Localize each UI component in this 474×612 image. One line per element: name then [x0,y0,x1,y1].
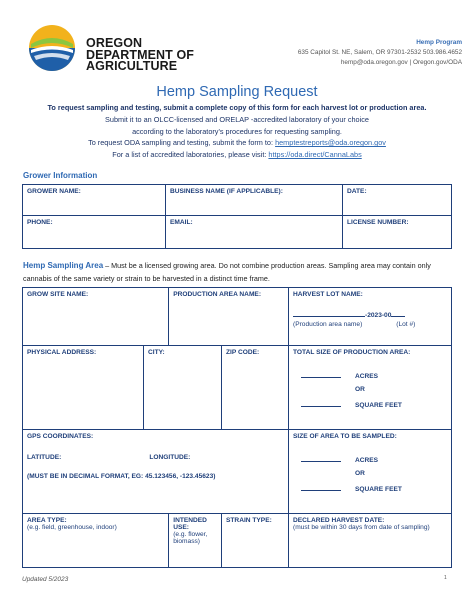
total-size-field[interactable] [289,346,452,430]
org-line1: OREGON [86,36,143,50]
sampled-sqft-label: SQUARE FEET [355,486,402,493]
grower-heading: Grower Information [23,171,98,180]
oda-logo-icon [28,24,76,72]
harvest-lot-sub [293,321,447,328]
intro-text [0,102,474,161]
total-sqft-label: SQUARE FEET [355,402,402,409]
intro-line5-text: For a list of accredited laboratories, please visit: [112,150,269,160]
intended-use-field[interactable] [169,514,222,568]
lot-sub-number: (Lot #) [396,321,416,328]
intro-line2: Submit it to an OLCC-licensed and ORELAP -accredited laboratory of your choice [105,114,369,124]
total-acres-blank[interactable] [301,370,341,378]
gps-field[interactable] [23,430,289,514]
total-acres-row [293,370,447,380]
website-link[interactable]: Oregon.gov/ODA [412,59,462,66]
lot-number-blank[interactable] [391,309,405,317]
labs-link[interactable]: https://oda.direct/CannaLabs [268,150,362,160]
sampled-sqft-blank[interactable] [301,483,341,491]
sampling-area-heading: Hemp Sampling Area [23,261,104,270]
intro-line3: according to the laboratory's procedures for requesting sampling. [132,126,342,136]
intended-use-label: INTENDED USE: [173,517,207,531]
grower-name-field[interactable]: GROWER NAME: [23,185,166,216]
size-sampled-label: SIZE OF AREA TO BE SAMPLED: [293,433,397,440]
lot-year: -2023-00 [365,312,392,319]
declared-date-note: (must be within 30 days from date of sampling) [293,524,430,531]
grower-table [22,184,452,249]
email-link[interactable]: hemp@oda.oregon.gov [340,59,408,66]
physical-address-field[interactable]: PHYSICAL ADDRESS: [23,346,144,430]
total-size-label: TOTAL SIZE OF PRODUCTION AREA: [293,349,411,356]
sampled-acres-blank[interactable] [301,454,341,462]
harvest-lot-line [293,309,447,319]
longitude-label: LONGITUDE: [149,454,191,461]
size-sampled-field[interactable] [289,430,452,514]
sampled-acres-row [293,454,447,464]
intro-line4-text: To request ODA sampling and testing, submit the form to: [88,138,276,148]
contact-block [298,38,462,68]
sampled-acres-label: ACRES [355,457,379,464]
gps-format-note: (MUST BE IN DECIMAL FORMAT, EG: 45.123456, -123.45623) [27,473,216,480]
org-name [86,38,194,73]
declared-date-label: DECLARED HARVEST DATE: [293,517,385,524]
intro-line5 [0,149,474,161]
total-sqft-row [293,399,447,409]
phone-field[interactable]: PHONE: [23,216,166,249]
org-line2: DEPARTMENT OF [86,47,195,62]
gps-label: GPS COORDINATES: [27,433,94,440]
contact-links [298,58,462,68]
license-field[interactable]: LICENSE NUMBER: [343,216,452,249]
production-area-blank[interactable] [293,309,365,317]
program-name: Hemp Program [416,39,462,46]
date-field[interactable]: DATE: [343,185,452,216]
lot-sub-production: (Production area name) [293,321,363,328]
page-number: 1 [444,575,447,581]
total-or-label: OR [355,386,365,393]
sampled-sqft-row [293,483,447,493]
sampling-area-note [23,259,453,285]
area-type-example: (e.g. field, greenhouse, indoor) [27,524,117,531]
intended-use-example: (e.g. flower, biomass) [173,531,208,545]
total-sqft-blank[interactable] [301,399,341,407]
harvest-lot-label: HARVEST LOT NAME: [293,291,363,298]
email-field[interactable]: EMAIL: [166,216,343,249]
sampled-or-label: OR [355,470,365,477]
page-title: Hemp Sampling Request [156,84,318,100]
intro-line4 [0,137,474,149]
production-area-label: PRODUCTION AREA NAME: [173,291,262,298]
business-name-field[interactable]: BUSINESS NAME (IF APPLICABLE): [166,185,343,216]
grow-site-field[interactable] [23,288,169,346]
latitude-label: LATITUDE: [27,454,62,461]
strain-type-field[interactable]: STRAIN TYPE: [222,514,289,568]
lat-long-row [27,454,284,461]
grow-site-label: GROW SITE NAME: [27,291,89,298]
sampling-area-note-text: – Must be a licensed growing area. Do not combine production areas. Sampling area may contain only cannabis of the same variety or strain to be harvested in a distinct time frame. [23,261,431,283]
address: 635 Capitol St. NE, Salem, OR 97301-2532 503.986.4652 [297,49,462,56]
sampling-area-table [22,287,452,568]
harvest-lot-field[interactable] [289,288,452,346]
area-type-label: AREA TYPE: [27,517,67,524]
zip-field[interactable]: ZIP CODE: [221,346,288,430]
total-acres-label: ACRES [355,373,379,380]
separator: | [409,59,412,66]
intro-line1: To request sampling and testing, submit a complete copy of this form for each harvest lot or production area. [47,103,427,112]
submit-email-link[interactable]: hemptestreports@oda.oregon.gov [275,138,386,148]
updated-date: Updated 5/2023 [22,576,69,583]
area-type-field[interactable] [23,514,169,568]
production-area-field[interactable] [169,288,289,346]
org-line3: AGRICULTURE [86,59,178,73]
city-field[interactable]: CITY: [144,346,222,430]
declared-date-field[interactable] [289,514,452,568]
